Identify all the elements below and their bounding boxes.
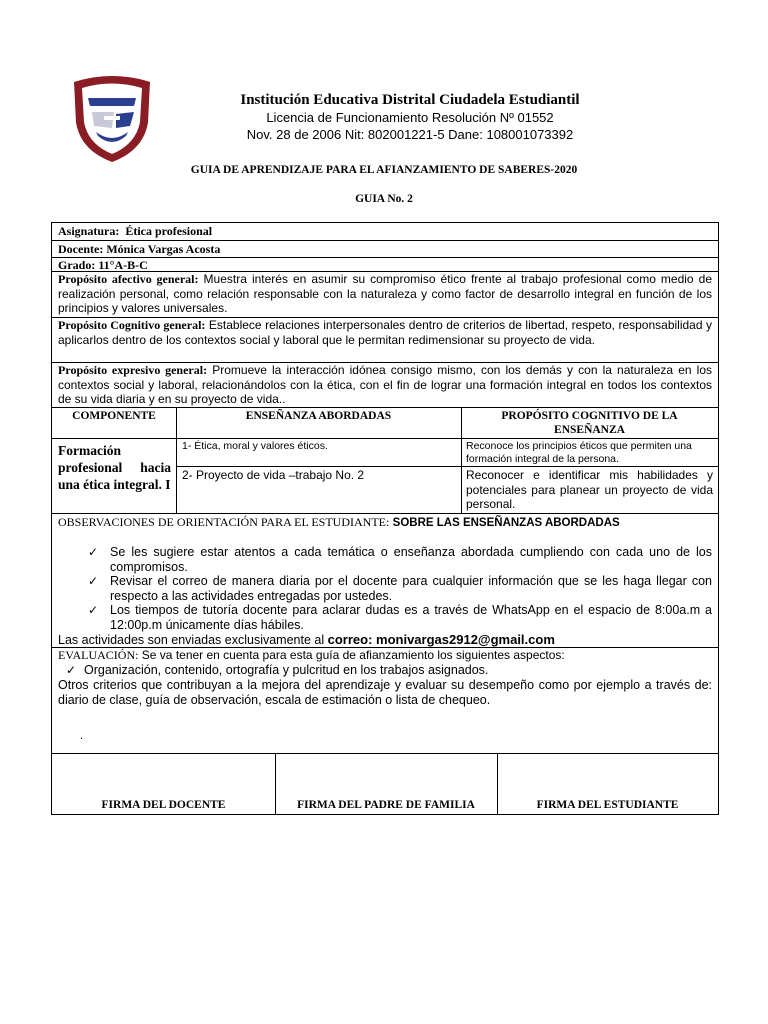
parent-signature: FIRMA DEL PADRE DE FAMILIA (297, 799, 475, 811)
col-header-component: COMPONENTE (72, 410, 156, 422)
subject-label: Asignatura: (58, 224, 120, 238)
teacher-label: Docente: (58, 242, 104, 256)
evaluation-item: ✓ Organización, contenido, ortografía y pulcritud en los trabajos asignados. (66, 663, 489, 677)
col-header-teachings: ENSEÑANZA ABORDADAS (245, 410, 392, 422)
observations-section (52, 513, 718, 647)
check-icon: ✓ (66, 663, 77, 677)
subject-value: Ética profesional (125, 224, 213, 238)
affective-purpose-row (52, 271, 718, 317)
license-line: Licencia de Funcionamiento Resolución Nº 01552 (266, 110, 554, 125)
evaluation-other-criteria: Otros criterios que contribuyan a la mejora del aprendizaje y evaluar su desempeño como por ejemplo a través de: diario de clase, guía de observación, escala de estimación o lista de chequeo. (58, 677, 712, 707)
guide-form (51, 222, 719, 815)
school-shield-logo (68, 72, 156, 164)
observation-item: ✓ Revisar el correo de manera diaria por el docente para cualquier información que se les haga llegar con respecto a las actividades entregadas por ustedes. (88, 574, 712, 603)
institution-name: Institución Educativa Distrital Ciudadela Estudiantil (240, 92, 580, 108)
check-icon: ✓ (88, 603, 99, 617)
teaching-1: 1- Ética, moral y valores éticos. (182, 440, 328, 452)
teaching-2: 2- Proyecto de vida –trabajo No. 2 (182, 468, 365, 482)
student-signature: FIRMA DEL ESTUDIANTE (536, 799, 679, 811)
observations-list (58, 545, 712, 632)
observation-item: ✓ Se les sugiere estar atentos a cada temática o enseñanza abordada cumpliendo con cada uno de los compromisos. (88, 545, 712, 574)
guide-title: GUIA DE APRENDIZAJE PARA EL AFIANZAMIENTO DE SABERES-2020 (190, 164, 578, 176)
grade-value: 11°A-B-C (98, 258, 148, 272)
check-icon: ✓ (88, 574, 99, 588)
teacher-row (52, 240, 718, 257)
evaluation-intro: Se va tener en cuenta para esta guía de afianzamiento los siguientes aspectos: (141, 648, 565, 662)
cognitive-purpose-text: Establece relaciones interpersonales dentro de criterios de libertad, respeto, responsabilidad y aplicarlos dentro de los contextos social y laboral que le permitan redimensionar su proyecto de vida. (58, 318, 712, 347)
affective-purpose-label: Propósito afectivo general: (58, 272, 199, 286)
col-header-cognitive-purpose: PROPÓSITO COGNITIVO DE LA ENSEÑANZA (501, 410, 678, 436)
component-name: Formación profesional hacia una ética integral. I (58, 443, 171, 492)
observations-label-bold: SOBRE LAS ENSEÑANZAS ABORDADAS (392, 517, 620, 529)
affective-purpose-text: Muestra interés en asumir su compromiso ético frente al trabajo profesional como medio de realización personal, como relación responsable con la naturaleza y como factor de desarrollo integral en función de los principios y valores universales. (58, 272, 712, 315)
observation-item: ✓ Los tiempos de tutoría docente para aclarar dudas es a través de WhatsApp en el espacio de 8:00a.m a 12:00p.m únicamente días hábiles. (88, 603, 712, 632)
stray-dot: . (80, 730, 84, 742)
teachings-table (52, 407, 718, 513)
check-icon: ✓ (88, 545, 99, 559)
grade-label: Grado: (58, 258, 96, 272)
registration-line: Nov. 28 de 2006 Nit: 802001221-5 Dane: 108001073392 (246, 127, 574, 142)
cognitive-purpose-label: Propósito Cognitivo general: (58, 318, 206, 332)
observations-label: OBSERVACIONES DE ORIENTACIÓN PARA EL ESTUDIANTE: (58, 515, 390, 529)
teacher-signature: FIRMA DEL DOCENTE (101, 799, 226, 811)
cognitive-purpose-row (52, 317, 718, 362)
evaluation-section (52, 647, 718, 753)
signatures-row (52, 753, 718, 815)
evaluation-label: EVALUACIÓN: (58, 648, 139, 662)
expressive-purpose-row (52, 362, 718, 407)
purpose-2: Reconocer e identificar mis habilidades y potenciales para planear un proyecto de vida personal. (466, 468, 713, 511)
teacher-email: correo: monivargas2912@gmail.com (327, 632, 555, 647)
guide-number: GUIA No. 2 (355, 193, 413, 205)
expressive-purpose-label: Propósito expresivo general: (58, 363, 208, 377)
teacher-value: Mónica Vargas Acosta (106, 242, 221, 256)
purpose-1: Reconoce los principios éticos que permiten una formación integral de la persona. (466, 440, 692, 465)
subject-row (52, 223, 718, 240)
email-prefix: Las actividades son enviadas exclusivamente al (58, 633, 325, 647)
expressive-purpose-text: Promueve la interacción idónea consigo mismo, con los demás y con la naturaleza en los contextos social y laboral, relacionándolos con la ética, con el fin de lograr una formación integral en todos los contextos de su vida diaria y en su proyecto de vida.. (58, 363, 712, 406)
grade-row (52, 257, 718, 271)
